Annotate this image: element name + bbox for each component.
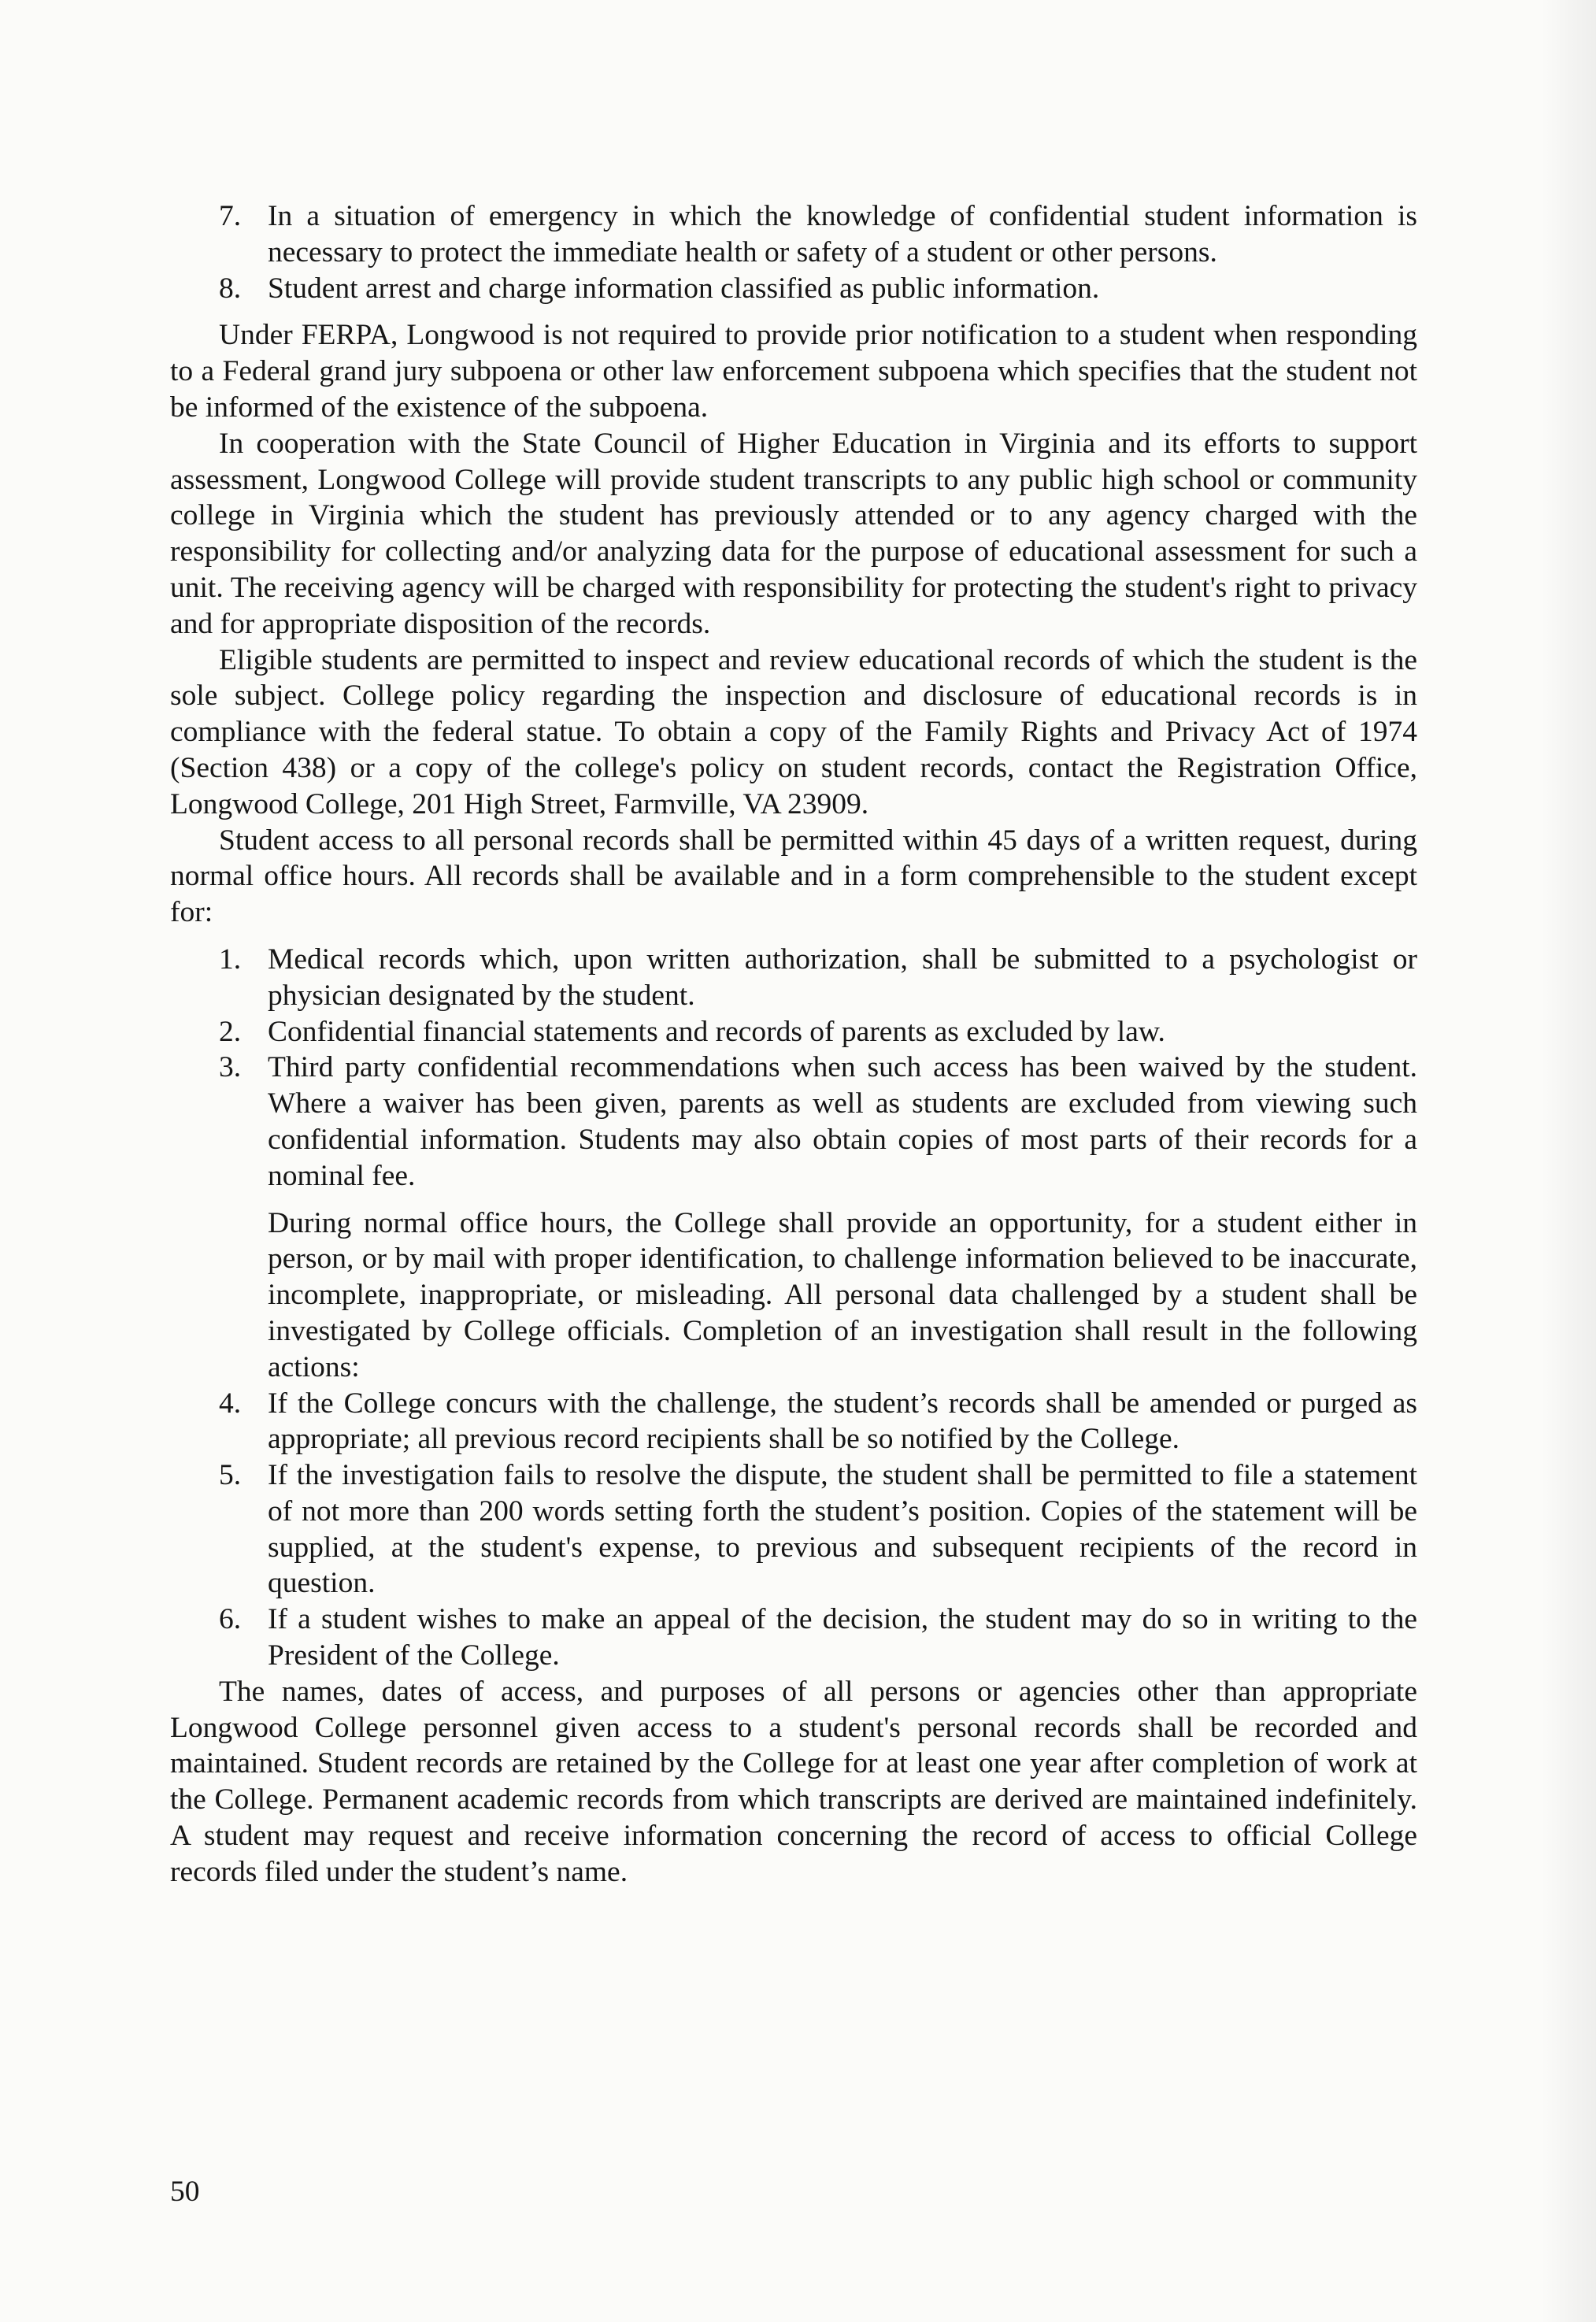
paragraph-student-access: Student access to all personal records shall be permitted within 45 days of a written request, during normal office hours. All records shall be available and in a form comprehensible to the student except for: <box>170 824 1417 929</box>
list-item-number: 3. <box>219 1051 242 1084</box>
paragraph-state-council: In cooperation with the State Council of Higher Education in Virginia and its efforts to support assessment, Longwood College will provide student transcripts to any public high school or community college in Virginia which the student has previously attended or to any agency charged with the responsibility for collecting and/or analyzing data for the purpose of educational assessment for such a unit. The receiving agency will be charged with responsibility for protecting the student's right to privacy and for appropriate disposition of the records. <box>170 427 1417 640</box>
exceptions-list <box>170 942 1417 1194</box>
list-item-text: If the College concurs with the challenge, the student’s records shall be amended or purged as appropriate; all previous record recipients shall be so notified by the College. <box>268 1387 1417 1456</box>
list-item-text: Confidential financial statements and records of parents as excluded by law. <box>268 1015 1165 1048</box>
actions-list <box>170 1386 1417 1674</box>
list-item-text: If a student wishes to make an appeal of the decision, the student may do so in writing to the President of the College. <box>268 1603 1417 1672</box>
list-item-number: 6. <box>219 1603 242 1636</box>
list-item-number: 5. <box>219 1459 242 1492</box>
list-item-text: Student arrest and charge information classified as public information. <box>268 272 1100 305</box>
list-item <box>170 1014 1417 1050</box>
list-item-text: Medical records which, upon written authorization, shall be submitted to a psychologist or physician designated by the student. <box>268 943 1417 1012</box>
page-number: 50 <box>170 2176 200 2208</box>
list-item-number: 7. <box>219 200 242 232</box>
list-item-text: If the investigation fails to resolve the dispute, the student shall be permitted to file a statement of not more than 200 words setting forth the student’s position. Copies of the statement will be supplied, at the student's expense, to previous and subsequent recipients of the record in question. <box>268 1459 1417 1600</box>
list-item-number: 8. <box>219 272 242 305</box>
list-item-number: 1. <box>219 943 242 976</box>
list-item <box>170 271 1417 307</box>
list-item <box>170 942 1417 1014</box>
list-item-text: In a situation of emergency in which the knowledge of confidential student information is necessary to protect the immediate health or safety of a student or other persons. <box>268 200 1417 268</box>
list-item-number: 4. <box>219 1387 242 1420</box>
list-item-number: 2. <box>219 1015 242 1048</box>
list-item <box>170 1457 1417 1602</box>
document-page <box>170 198 1417 1891</box>
list-item <box>170 1602 1417 1674</box>
list-item <box>170 1050 1417 1194</box>
paragraph-closing: The names, dates of access, and purposes of all persons or agencies other than appropriate Longwood College personnel given access to a student's personal records shall be recorded and maintained. Student records are retained by the College for at least one year after completion of work at the College. Permanent academic records from which transcripts are derived are maintained indefinitely. A student may request and receive information concerning the record of access to official College records filed under the student’s name. <box>170 1675 1417 1888</box>
list-item <box>170 1386 1417 1458</box>
paragraph-eligible-students: Eligible students are permitted to inspect and review educational records of which the student is the sole subject. College policy regarding the inspection and disclosure of educational records is in compliance with the federal statue. To obtain a copy of the Family Rights and Privacy Act of 1974 (Section 438) or a copy of the college's policy on student records, contact the Registration Office, Longwood College, 201 High Street, Farmville, VA 23909. <box>170 643 1417 820</box>
list-item-text: Third party confidential recommendations when such access has been waived by the student. Where a waiver has been given, parents as well as students are excluded from viewing such confidential information. Students may also obtain copies of most parts of their records for a nominal fee. <box>268 1051 1417 1192</box>
page-edge-shadow <box>1541 0 1596 2322</box>
list-item <box>170 198 1417 271</box>
paragraph-ferpa-subpoena: Under FERPA, Longwood is not required to provide prior notification to a student when responding to a Federal grand jury subpoena or other law enforcement subpoena which specifies that the student not be informed of the existence of the subpoena. <box>170 319 1417 424</box>
continued-list <box>170 198 1417 306</box>
paragraph-challenge: During normal office hours, the College shall provide an opportunity, for a student either in person, or by mail with proper identification, to challenge information believed to be inaccurate, incomplete, inappropriate, or misleading. All personal data challenged by a student shall be investigated by College officials. Completion of an investigation shall result in the following actions: <box>268 1206 1417 1383</box>
